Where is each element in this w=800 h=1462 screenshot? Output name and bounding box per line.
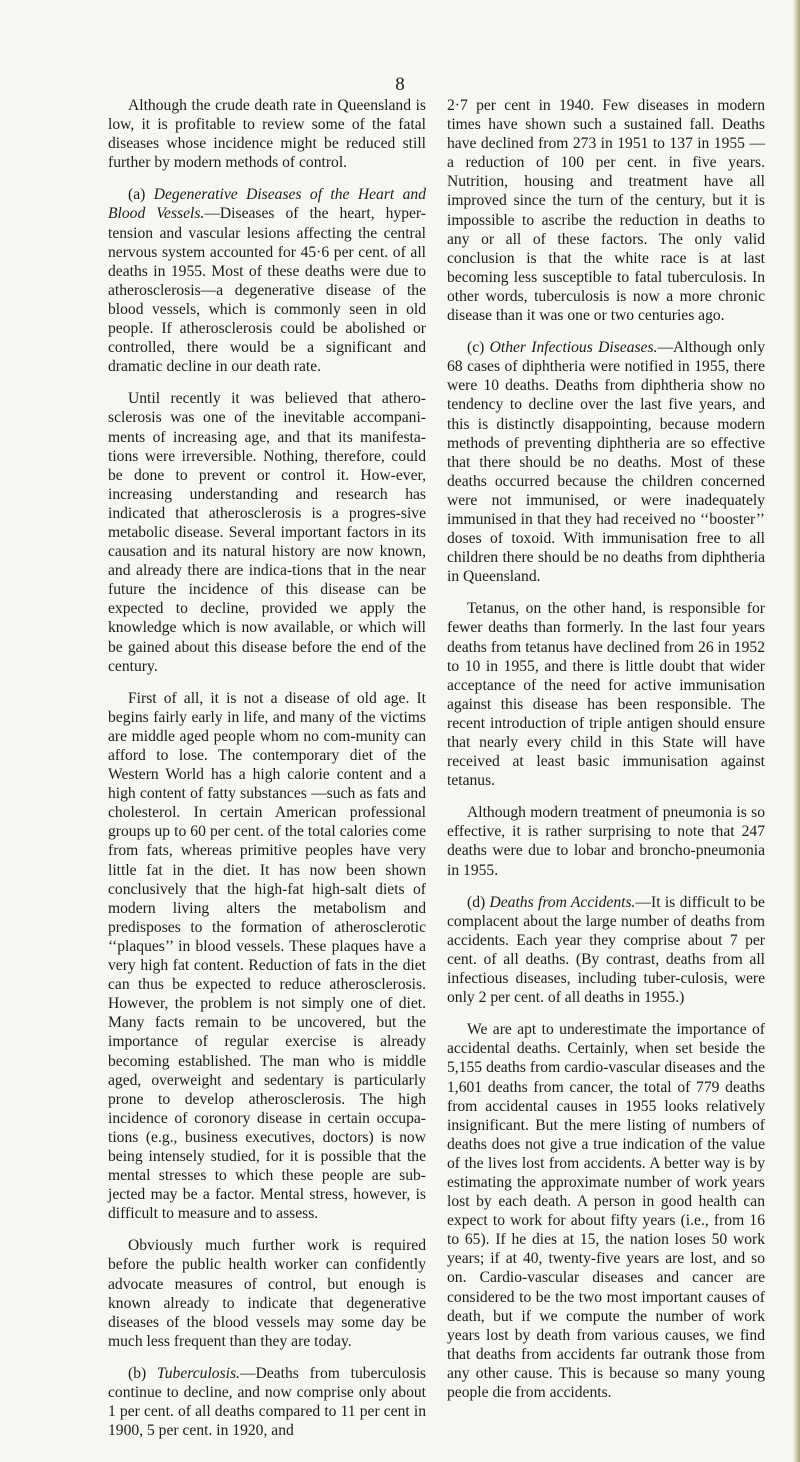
paragraph-text: Although the crude death rate in Queensland is low, it is profitable to review some of the fatal diseases whose incidence might be reduced still further by modern methods of control.	[108, 97, 426, 172]
page-number: 8	[395, 74, 405, 95]
section-heading: Other Infectious Diseases.	[489, 339, 658, 357]
page-edge	[793, 0, 800, 1462]
paragraph	[447, 599, 765, 790]
paragraph	[447, 338, 765, 586]
section-label: (d)	[467, 893, 490, 911]
left-column	[108, 96, 426, 1453]
paragraph	[108, 689, 426, 1224]
section-label: (b)	[128, 1364, 157, 1382]
section-heading: Degenerative Diseases of the Heart and Blood Vessels.	[108, 186, 426, 223]
paragraph	[108, 1364, 426, 1440]
paragraph-text: —Deaths from tuberculosis continue to decline, and now comprise only about 1 per cent. of all deaths compared to 11 per cent in 1900, 5 per cent. in 1920, and	[108, 1364, 426, 1440]
paragraph-text: —Although only 68 cases of diphtheria were notified in 1955, there were 10 deaths. Deaths from diphtheria show no tendency to decline over the last five years, and this is distinctly disappointing, because modern methods of preventing diphtheria are so effective that there should be no deaths. Most of these deaths occurred because the children concerned were not immunised, or were inadequately immunised in that they had received no ‘‘booster’’ doses of toxoid. With immunisation free to all children there should be no deaths from diphtheria in Queensland.	[447, 339, 765, 586]
section-heading: Deaths from Accidents.	[489, 893, 636, 911]
paragraph-text: We are apt to underestimate the importance of accidental deaths. Certainly, when set beside the 5,155 deaths from cardio-vascular diseases and the 1,601 deaths from cancer, the total of 779 deaths from accidental causes in 1955 looks relatively insignificant. But the mere listing of numbers of deaths does not give a true indication of the value of the lives lost from accidents. A better way is by estimating the approximate number of work years lost by each death. A person in good health can expect to work for about fifty years (i.e., from 16 to 65). If he dies at 15, the nation loses 50 work years; if at 40, twenty-five years are lost, and so on. Cardio-vascular diseases and cancer are considered to be the two most important causes of death, but if we compute the number of work years lost by death from various causes, we find that deaths from accidents far outrank those from any other cause. This is because so many young people die from accidents.	[447, 1021, 765, 1401]
paragraph	[108, 96, 426, 172]
paragraph-text: —It is difficult to be complacent about the large number of deaths from accidents. Each year they comprise about 7 per cent. of all deaths. (By contrast, deaths from all infectious diseases, including tuber-culosis, were only 2 per cent. of all deaths in 1955.)	[447, 893, 765, 1007]
paragraph-text: Tetanus, on the other hand, is responsible for fewer deaths than formerly. In the last four years deaths from tetanus have declined from 26 in 1952 to 10 in 1955, and there is little doubt that wider acceptance of the need for active immunisation against this disease has been responsible. The recent introduction of triple antigen should ensure that nearly every child in this State will have received at least basic immunisation against tetanus.	[447, 600, 765, 790]
paragraph-text: First of all, it is not a disease of old age. It begins fairly early in life, and many of the victims are middle aged people whom no com-munity can afford to lose. The contemporary diet of the Western World has a high calorie content and a high content of fatty substances —such as fats and cholesterol. In certain American professional groups up to 60 per cent. of the total calories come from fats, whereas primitive peoples have very little fat in the diet. It has now been shown conclusively that the high-fat high-salt diets of modern living alters the metabolism and predisposes to the formation of atherosclerotic ‘‘plaques’’ in blood vessels. These plaques have a very high fat content. Reduction of fats in the diet can thus be expected to reduce atherosclerosis. However, the problem is not simply one of diet. Many facts remain to be uncovered, but the importance of regular exercise is already becoming established. The man who is middle aged, overweight and sedentary is particularly prone to develop atherosclerosis. The high incidence of coronory disease in certain occupa-tions (e.g., business executives, doctors) is now being intensely studied, for it is possible that the mental stresses to which these people are sub-jected may be a factor. Mental stress, however, is difficult to measure and to assess.	[108, 689, 426, 1223]
paragraph	[108, 389, 426, 675]
section-heading: Tuberculosis.	[156, 1364, 240, 1382]
paragraph-text: Obviously much further work is required before the public health worker can confidently advocate measures of control, but enough is known already to indicate that degenerative diseases of the blood vessels may some day be much less frequent than they are today.	[108, 1237, 426, 1350]
right-column	[447, 96, 765, 1415]
section-label: (c)	[467, 339, 490, 357]
paragraph	[108, 185, 426, 376]
paragraph	[108, 1236, 426, 1351]
paragraph-text: Although modern treatment of pneumonia is so effective, it is rather surprising to note that 247 deaths were due to lobar and broncho-pneumonia in 1955.	[447, 804, 765, 879]
paragraph-text: Until recently it was believed that athero-sclerosis was one of the inevitable accompani-ments of increasing age, and that its manifesta-tions were irreversible. Nothing, therefore, could be done to prevent or control it. How-ever, increasing understanding and research has indicated that atherosclerosis is a progres-sive metabolic disease. Several important factors in its causation and its natural history are now known, and already there are indica-tions that in the near future the incidence of this disease can be expected to decline, provided we apply the knowledge which is now available, or which will be gained about this disease before the end of the century.	[108, 390, 426, 675]
paragraph-text: 2·7 per cent in 1940. Few diseases in modern times have shown such a sustained fall. Deaths have declined from 273 in 1951 to 137 in 1955 —a reduction of 100 per cent. in five years. Nutrition, housing and treatment have all improved since the turn of the century, but it is impossible to ascribe the reduction in deaths to any or all of these factors. The only valid conclusion is that the white race is at last becoming less susceptible to fatal tuberculosis. In other words, tuberculosis is now a more chronic disease than it was one or two centuries ago.	[447, 97, 765, 325]
paragraph	[447, 1020, 765, 1402]
paragraph	[447, 803, 765, 879]
section-label: (a)	[128, 186, 154, 204]
paragraph	[447, 96, 765, 325]
paragraph	[447, 893, 765, 1008]
paragraph-text: —Diseases of the heart, hyper-tension and vascular lesions affecting the central nervous system accounted for 45·6 per cent. of all deaths in 1955. Most of these deaths were due to atherosclerosis—a degenerative disease of the blood vessels, which is commonly seen in old people. If atherosclerosis could be abolished or controlled, there would be a significant and dramatic decline in our death rate.	[108, 205, 426, 376]
